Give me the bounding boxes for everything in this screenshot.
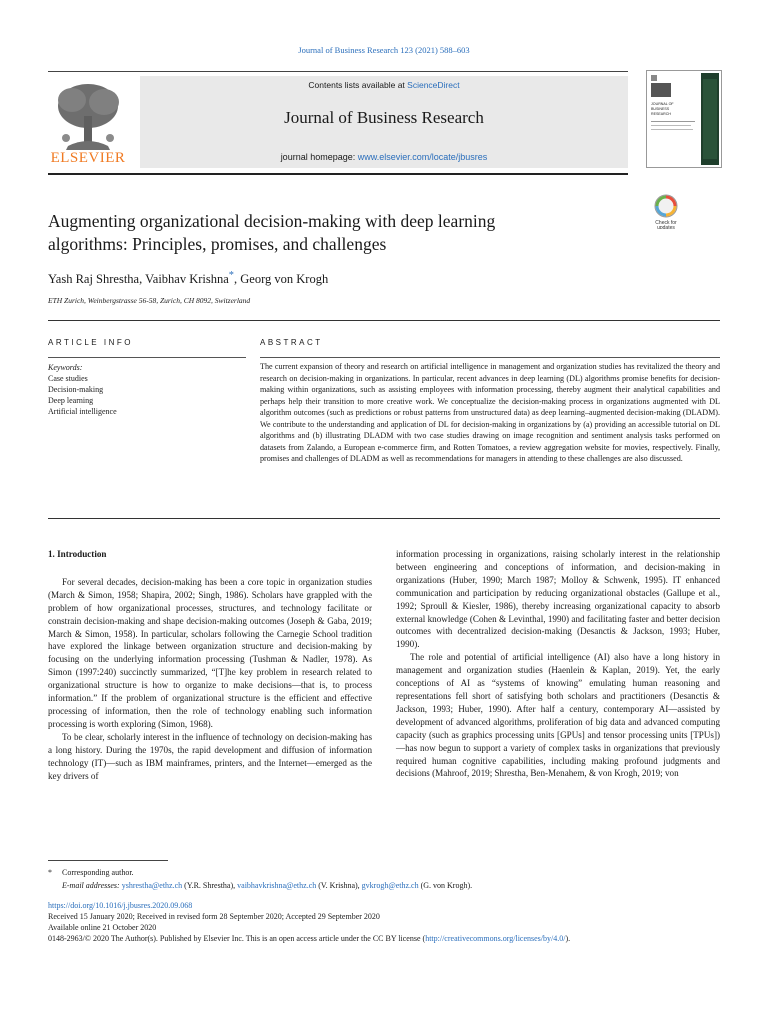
email-owner: (Y.R. Shrestha),: [182, 881, 238, 890]
body-paragraph: To be clear, scholarly interest in the influence of technology on decision-making has a long history. During the 1970s, the rapid development and diffusion of information technology (IT)—such as IBM mainframes, printers, and the Internet—emerged as the key drivers of: [48, 731, 372, 781]
license-link[interactable]: http://creativecommons.org/licenses/by/4.0/: [425, 934, 566, 943]
header-rule-top: [48, 71, 628, 72]
divider: [48, 518, 720, 519]
keywords-label: Keywords:: [48, 363, 83, 372]
elsevier-wordmark: ELSEVIER: [50, 150, 126, 166]
article-info-heading: ARTICLE INFO: [48, 338, 133, 347]
body-column-right: [396, 548, 720, 780]
sciencedirect-link[interactable]: ScienceDirect: [407, 80, 460, 90]
keyword-item: Artificial intelligence: [48, 407, 117, 416]
divider: [48, 320, 720, 321]
paper-title-line-1: Augmenting organizational decision-making with deep learning: [48, 211, 496, 231]
corresponding-author-mark[interactable]: *: [228, 270, 234, 281]
keyword-item: Case studies: [48, 374, 88, 383]
journal-name: Journal of Business Research: [284, 108, 484, 127]
affiliation: ETH Zurich, Weinbergstrasse 56-58, Zurich, CH 8092, Switzerland: [48, 296, 251, 305]
body-paragraph: information processing in organizations, raising scholarly interest in the relationship between engineering and conceptions of information, and decision-making in organizations (Huber, 1990; March 1987; Molloy & Schwenk, 1995). IT enhanced communication and participation by reducing organizational obstacles (Gallupe et al., 1992; Sproull & Kiesler, 1986), thereby increasing organizational capacity to absorb external knowledge (Cohen & Levinthal, 1990) and facilitating faster and better decision outcomes with decentralized decision-making (Desanctis & Jackson, 1993; Huber, 1990).: [396, 549, 720, 650]
body-paragraph: For several decades, decision-making has been a core topic in organization studies (March & Simon, 1958; Shapira, 2002; Singh, 1986). Scholars have grappled with the problem of how organizational processes, structures, and technology facilitate or constrain decision-making and shape decision-making outcomes (Joseph & Gaba, 2019; March & Simon, 1958). In particular, scholars following the Carnegie School tradition have explored the linkage between organization structure and decision-making by focusing on the underlying information processing (Tushman & Nadler, 1978). As Simon (1997:240) succinctly summarized, “[T]he key problem in research related to organizational structure is how to organize to make decisions—that is, to process information.” If the problem of organizational structure is the efficient and effective processing of information, then the role of technology enabling such information processing is worth exploring (Simon, 1968).: [48, 576, 372, 729]
email-owner: (G. von Krogh).: [418, 881, 473, 890]
corresponding-author-text: Corresponding author.: [62, 868, 134, 877]
homepage-line: [140, 152, 628, 162]
author-3: , Georg von Krogh: [234, 272, 329, 287]
journal-homepage-link[interactable]: www.elsevier.com/locate/jbusres: [357, 152, 488, 162]
footnote-rule: [48, 860, 168, 861]
check-updates-label-2: updates: [657, 225, 675, 229]
journal-cover-image: [647, 71, 721, 167]
check-for-updates-badge[interactable]: [646, 193, 686, 234]
footnotes: [48, 866, 728, 892]
available-online: Available online 21 October 2020: [48, 923, 157, 932]
header-rule-bottom: [48, 173, 628, 175]
email-link-krishna[interactable]: vaibhavkrishna@ethz.ch: [237, 881, 317, 890]
homepage-prefix: journal homepage:: [280, 152, 358, 162]
email-owner: (V. Krishna),: [316, 881, 362, 890]
license-suffix: ).: [565, 934, 571, 943]
received-dates: Received 15 January 2020; Received in revised form 28 September 2020; Accepted 29 September 2020: [48, 912, 380, 921]
contents-prefix: Contents lists available at: [308, 80, 408, 90]
keywords-block: [48, 362, 246, 417]
author-1: Yash Raj Shrestha,: [48, 272, 146, 287]
author-2: Vaibhav Krishna: [145, 272, 229, 287]
publication-info: [48, 900, 738, 944]
section-heading-introduction: 1. Introduction: [48, 549, 107, 559]
journal-citation-link[interactable]: Journal of Business Research 123 (2021) 588–603: [298, 45, 470, 55]
cover-title-3: RESEARCH: [651, 112, 671, 116]
abstract-text: The current expansion of theory and research on artificial intelligence in management and organization studies has revitalized the theory and research on decision-making in organizations. In particular, recent advances in deep learning (DL) algorithms promise benefits for decision-making within organizations, such as assisting employees with information processing, thereby augment their analytical capabilities and perhaps help their transition to more creative work. We conceptualize the decision-making process in organizations augmented with DL algorithm outcomes (such as predictions or robust patterns from unstructured data) as deep learning–augmented decision-making (DLADM). We contribute to the understanding and application of DL for decision-making in organizations by (a) providing an accessible tutorial on DL algorithms and (b) illustrating DLADM with two case studies drawing on image recognition and sentiment analysis tasks performed on datasets from Zalando, a European e-commerce firm, and Rotten Tomatoes, a review aggregation website for movies, respectively. Finally, promises and challenges of DLADM as well as recommendations for managers in attending to these challenges are also discussed.: [260, 362, 720, 463]
email-addresses: [48, 879, 728, 892]
email-link-vonkrogh[interactable]: gvkrogh@ethz.ch: [361, 881, 419, 890]
paper-title: [48, 210, 608, 256]
abstract-rule: [260, 357, 720, 358]
author-list: [48, 270, 328, 287]
contents-line: [140, 80, 628, 90]
footnote-marker: *: [48, 868, 52, 877]
doi-link[interactable]: https://doi.org/10.1016/j.jbusres.2020.09.068: [48, 901, 193, 910]
corresponding-author-note: [48, 866, 728, 879]
journal-cover-thumbnail[interactable]: [646, 70, 722, 168]
abstract-heading: ABSTRACT: [260, 338, 323, 347]
paper-title-line-2: algorithms: Principles, promises, and challenges: [48, 234, 387, 254]
email-label: E-mail addresses:: [62, 881, 122, 890]
email-link-shrestha[interactable]: yshrestha@ethz.ch: [121, 881, 183, 890]
keyword-item: Decision-making: [48, 385, 104, 394]
body-column-left: [48, 548, 372, 782]
license-line: [48, 933, 738, 944]
article-info-rule: [48, 357, 246, 358]
license-prefix: 0148-2963/© 2020 The Author(s). Published by Elsevier Inc. This is an open access article under the CC BY license (: [48, 934, 426, 943]
cover-title-1: JOURNAL OF: [651, 102, 674, 106]
check-updates-label-1: Check for: [655, 220, 677, 226]
body-paragraph: The role and potential of artificial intelligence (AI) also have a long history in management and organization studies (Haenlein & Kaplan, 2019). Yet, the early conceptions of AI as “systems of knowing” emulating human reasoning and representations fell short of satisfying both scholars and practitioners (Desanctis & Jackson, 1993; Huber, 1990). After half a century, contemporary AI—assisted by development of advanced algorithms, proliferation of big data and advanced computing capacity (such as graphics processing units [GPUs] and tensor processing units [TPUs])—has now begun to support a variety of complex tasks in organizations that previously required human cognitive capabilities, including making profound judgments and decisions (Mahroof, 2019; Shrestha, Ben-Menahem, & von Krogh, 2019; von: [396, 652, 720, 779]
check-updates-icon: [646, 193, 686, 229]
keyword-item: Deep learning: [48, 396, 94, 405]
cover-title-2: BUSINESS: [651, 107, 670, 111]
